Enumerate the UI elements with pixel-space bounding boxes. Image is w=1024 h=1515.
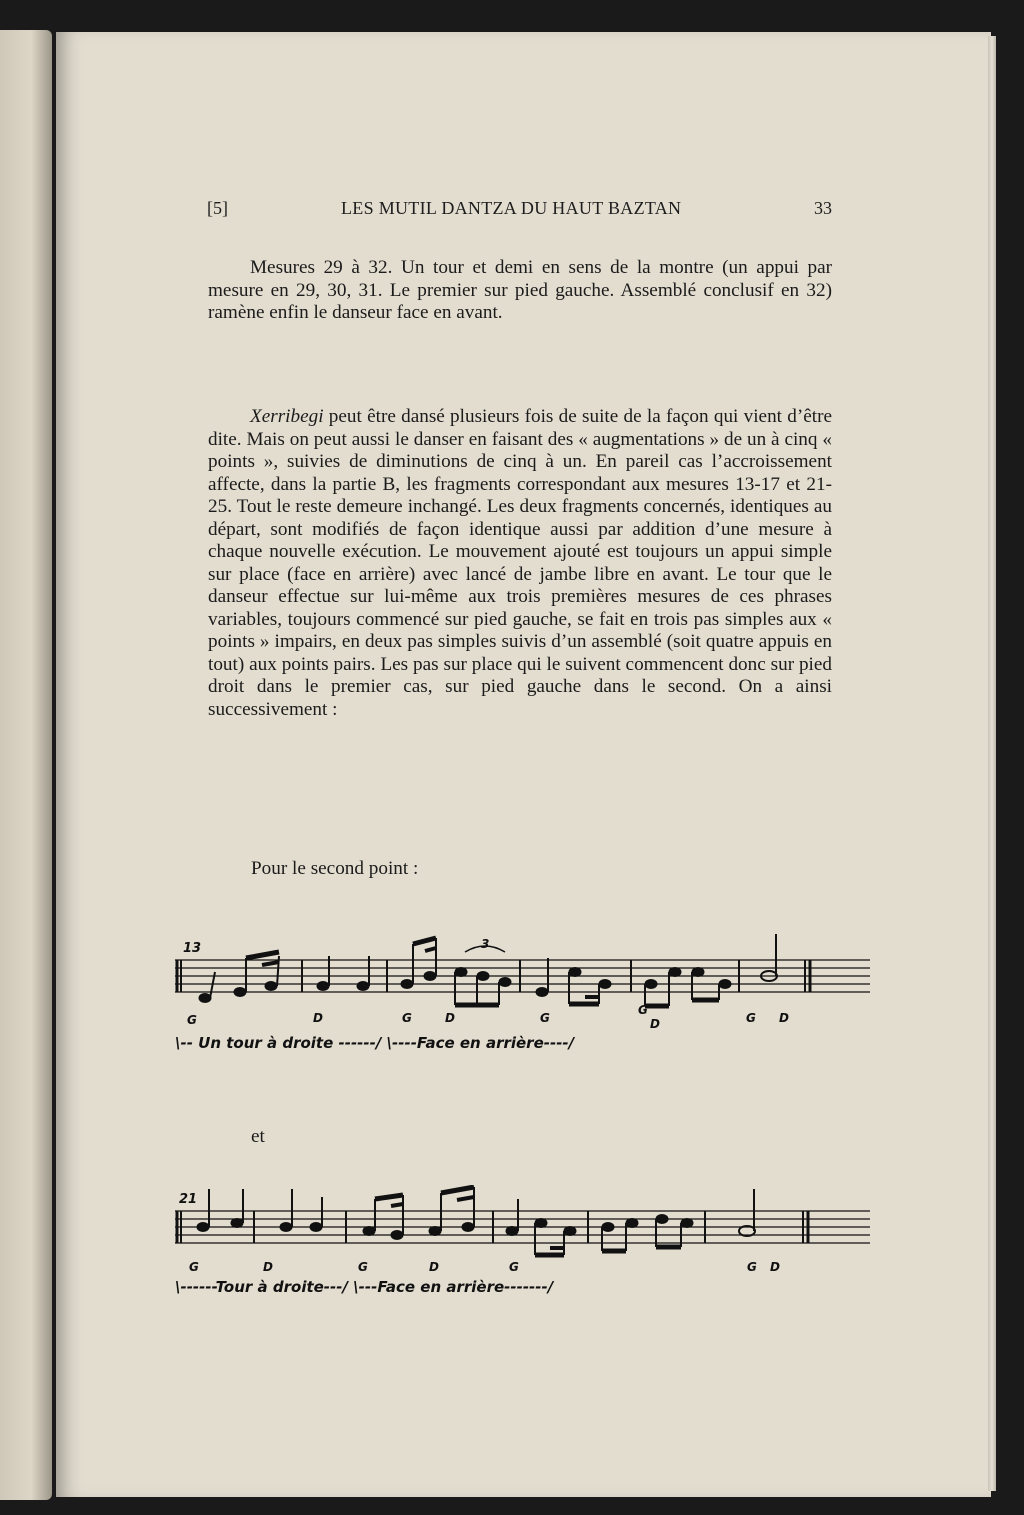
staff-lines [175, 1211, 870, 1243]
foot-mark: D [263, 1260, 273, 1274]
foot-mark: G [509, 1260, 519, 1274]
page-stack-edge [988, 36, 996, 1491]
foot-mark: D [429, 1260, 439, 1274]
paragraph-text [208, 406, 832, 721]
foot-mark: D [445, 1011, 455, 1025]
running-header [207, 198, 832, 222]
foot-mark: G [187, 1013, 197, 1027]
foot-marks [189, 1260, 780, 1274]
section-ref: [5] [207, 198, 228, 218]
tuplet-number: 3 [481, 937, 490, 951]
foot-mark: G [540, 1011, 550, 1025]
page-number: 33 [814, 198, 832, 218]
foot-mark: D [313, 1011, 323, 1025]
paragraph-mesures [208, 257, 832, 325]
music-score-1 [165, 930, 875, 1060]
measure-number: 21 [179, 1192, 198, 1207]
second-point-label: Pour le second point : [251, 858, 419, 879]
foot-mark: D [650, 1017, 660, 1031]
et-label: et [251, 1126, 265, 1147]
foot-mark: G [402, 1011, 412, 1025]
foot-mark: G [358, 1260, 368, 1274]
paragraph-text: Mesures 29 à 32. Un tour et demi en sens de la montre (un appui par mesure en 29, 30, 31. Le premier sur pied gauche. Assemblé conclusif en 32) ramène enfin le danseur face en avant. [208, 257, 832, 323]
foot-mark: G [189, 1260, 199, 1274]
measure-number: 13 [183, 941, 202, 956]
foot-mark: D [770, 1260, 780, 1274]
dance-caption: \-- Un tour à droite ------/ \----Face en arrière----/ [175, 1034, 575, 1052]
foot-mark: G [638, 1003, 648, 1017]
paragraph-xerribegi [208, 406, 832, 721]
music-score-2 [165, 1185, 875, 1305]
foot-mark: G [746, 1011, 756, 1025]
foot-mark: D [779, 1011, 789, 1025]
notes [197, 1187, 755, 1255]
paragraph-body: peut être dansé plusieurs fois de suite de la façon qui vient d’être dite. Mais on peut aussi le danser en faisant des « augmentations » de un à cinq « points », suivies de diminutions de cinq à un. En pareil cas l’accroissement affecte, dans la partie B, les fragments correspondant aux mesures 13-17 et 21-25. Tout le reste demeure inchangé. Les deux fragments concernés, identiques au départ, sont modifiés de façon identique aussi par addition d’une mesure à chaque nouvelle exécution. Le mouvement ajouté est toujours un appui simple sur place (face en arrière) avec lancé de jambe libre en avant. Le tour que le danseur effectue sur lui-même aux trois premières mesures de ces phrases variables, toujours commencé sur pied gauche, se fait en trois pas simples aux « points » impairs, en deux pas simples suivis d’un assemblé (soit quatre appuis en tout) aux points pairs. Les pas sur place qui le suivent commencent donc sur pied droit dans le premier cas, sur pied gauche dans le second. On a ainsi successivement : [208, 406, 832, 720]
dance-name: Xerribegi [250, 406, 324, 427]
dance-caption: \------Tour à droite---/ \---Face en arrière-------/ [175, 1278, 554, 1296]
facing-page-edge [0, 30, 52, 1500]
foot-mark: G [747, 1260, 757, 1274]
running-title: LES MUTIL DANTZA DU HAUT BAZTAN [341, 198, 682, 218]
